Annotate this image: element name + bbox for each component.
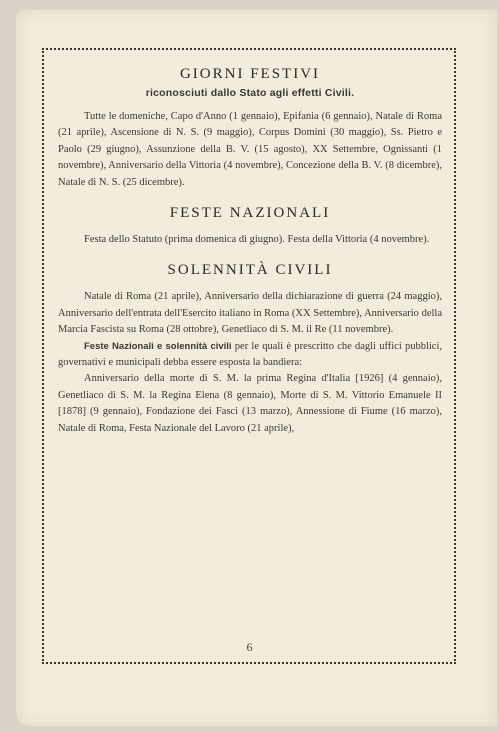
section-title-solennita-civili: SOLENNITÀ CIVILI: [167, 262, 333, 279]
giorni-festivi-text: Tutte le domeniche, Capo d'Anno (1 gennaio), Epifania (6 gennaio), Natale di Roma (21 aprile), Ascensione di N. S. (9 maggio), Corpus Domini (30 maggio), Ss. Pietro e Paolo (29 giugno), Assunzione della B. V. (15 agosto), XX Settembre, Ognissanti (1 novembre), Anniversario della Vittoria (4 novembre), Concezione della B. V. (8 dicembre), Natale di N. S. (25 dicembre).: [58, 111, 442, 188]
feste-nazionali-text: Festa dello Statuto (prima domenica di giugno). Festa della Vittoria (4 novembre).: [84, 234, 430, 246]
section-title-feste-nazionali: FESTE NAZIONALI: [169, 205, 331, 222]
section-subtitle: riconosciuti dallo Stato agli effetti Civili.: [145, 87, 355, 99]
anniversari-text: Anniversario della morte di S. M. la prima Regina d'Italia [1926] (4 gennaio), Genetliaco di S. M. la Regina Elena (8 gennaio), Morte di S. M. Vittorio Emanuele II [1878] (9 gennaio), Fondazione dei Fasci (13 marzo), Annessione di Fiume (16 marzo), Natale di Roma, Festa Nazionale del Lavoro (21 aprile),: [58, 373, 442, 434]
bandiera-paragraph: [58, 339, 442, 372]
solennita-civili-text: Natale di Roma (21 aprile), Anniversario della dichiarazione di guerra (24 maggio), Anniversario dell'entrata dell'Esercito italiano in Roma (XX Settembre), Anniversario della Marcia Fascista su Roma (28 ottobre), Genetliaco di S. M. il Re (11 novembre).: [58, 291, 442, 336]
page-number: 6: [246, 640, 253, 654]
section-title-giorni-festivi: GIORNI FESTIVI: [179, 66, 321, 82]
bandiera-lead: Feste Nazionali e solennità civili: [84, 340, 232, 352]
bandiera-text: per le quali è prescritto che dagli uffici pubblici, governativi e municipali debba essere esposta la bandiera:: [58, 340, 443, 369]
page-content: [58, 66, 442, 437]
